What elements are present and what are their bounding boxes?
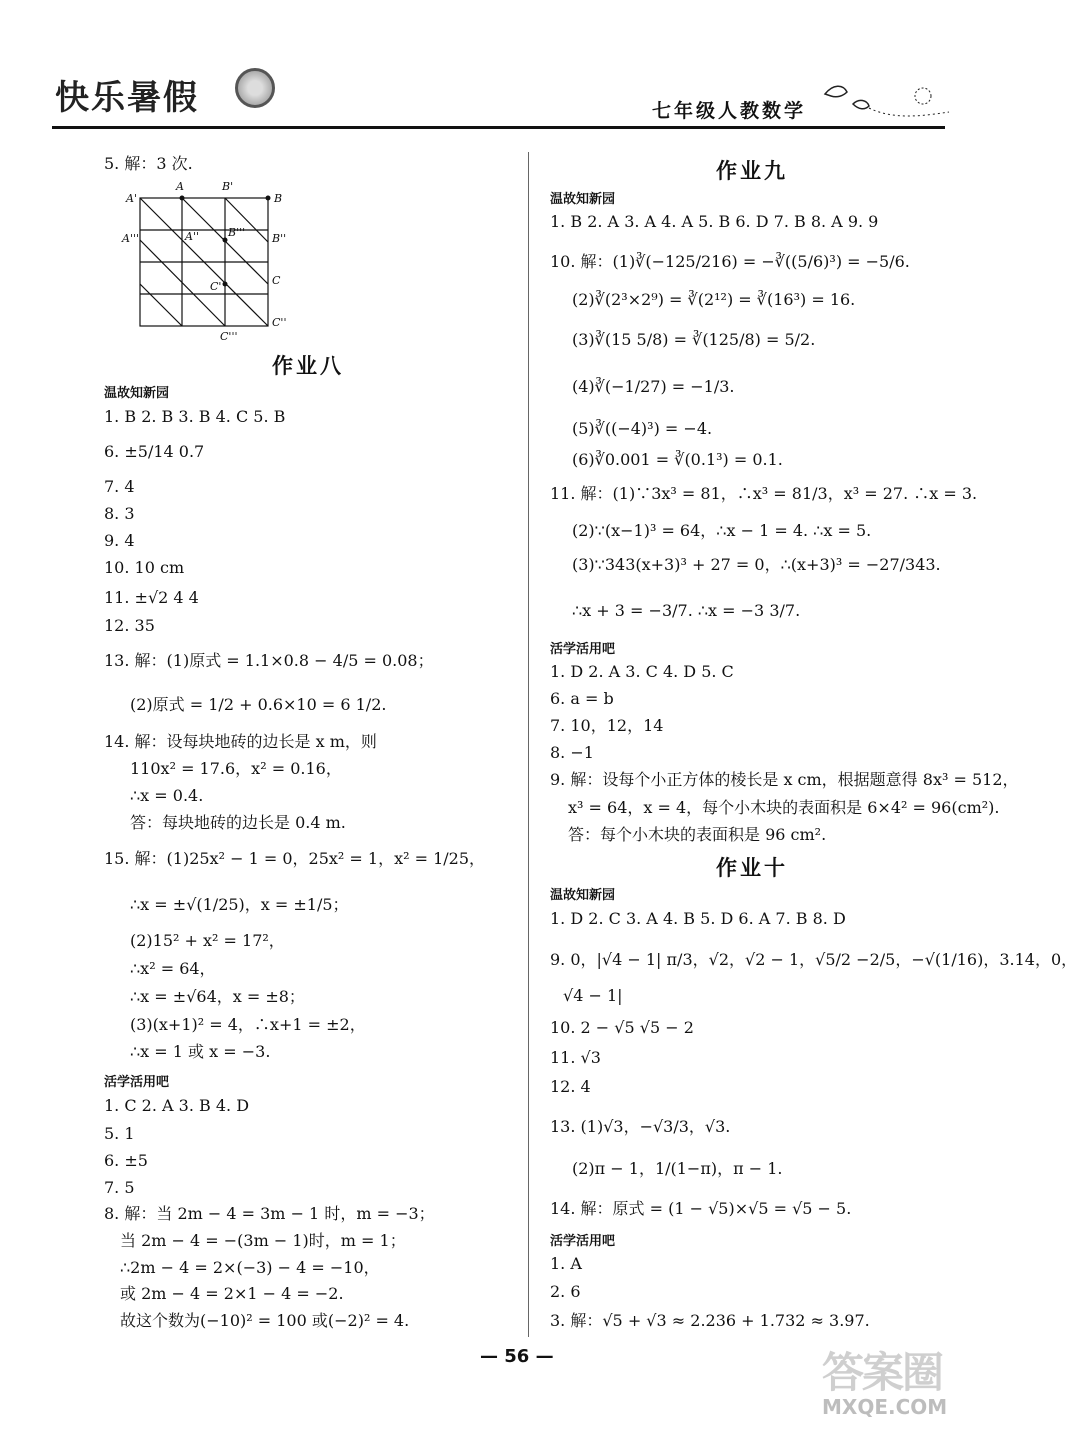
answer-line: 8. 解：当 2m − 4 = 3m − 1 时，m = −3； (104, 1204, 435, 1223)
answer-line: 8. 3 (104, 504, 135, 523)
answer-line: 7. 4 (104, 477, 135, 496)
answer-line: ∴x = ±√64，x = ±8； (130, 987, 305, 1006)
answer-line: 14. 解：原式 = (1 − √5)×√5 = √5 − 5. (550, 1199, 852, 1218)
answer-line: 1. C 2. A 3. B 4. D (104, 1096, 250, 1115)
answer-line: ∴2m − 4 = 2×(−3) − 4 = −10， (120, 1258, 380, 1277)
answer-line: (3)∵343(x+3)³ + 27 = 0，∴(x+3)³ = −27/343. (572, 555, 941, 574)
answer-line: (3)(x+1)² = 4，∴x+1 = ±2， (130, 1015, 366, 1034)
answer-line: 1. B 2. B 3. B 4. C 5. B (104, 407, 286, 426)
label-A-double: A'' (185, 230, 199, 243)
label-C: C (272, 274, 281, 287)
logo-text: 快乐暑假 (55, 78, 199, 118)
section-title: 作业九 (716, 159, 788, 183)
answer-line: 13. 解：(1)原式 = 1.1×0.8 − 4/5 = 0.08； (104, 651, 434, 670)
answer-line: ∴x² = 64， (130, 959, 216, 978)
sub-title: 温故知新园 (550, 192, 616, 207)
sub-title: 温故知新园 (104, 386, 170, 401)
label-C-prime: C' (210, 280, 222, 293)
answer-line: 13. (1)√3，−√3/3，√3. (550, 1117, 731, 1136)
label-B-double: B'' (272, 232, 287, 245)
label-A-triple: A''' (122, 232, 140, 245)
answer-line: 10. 2 − √5 √5 − 2 (550, 1018, 694, 1037)
answer-line: 答：每个小木块的表面积是 96 cm². (568, 825, 827, 844)
answer-line: 2. 6 (550, 1282, 581, 1301)
answer-line: 15. 解：(1)25x² − 1 = 0，25x² = 1，x² = 1/25， (104, 849, 486, 868)
answer-line: (2)∛(2³×2⁹) = ∛(2¹²) = ∛(16³) = 16. (572, 290, 856, 309)
answer-line: 9. 0，|√4 − 1| π/3，√2，√2 − 1，√5/2 −2/5，−√(1/16)，3.14，0， (550, 950, 1077, 969)
page-number: — 56 — (480, 1346, 554, 1367)
watermark (822, 1340, 992, 1430)
answer-line: ∴x = ±√(1/25)，x = ±1/5； (130, 895, 349, 914)
logo (55, 60, 315, 130)
answer-line: 11. 解：(1)∵3x³ = 81，∴x³ = 81/3，x³ = 27. ∴x = 3. (550, 484, 978, 503)
watermark-logo: 答案圈 (822, 1348, 943, 1397)
answer-line: 1. D 2. C 3. A 4. B 5. D 6. A 7. B 8. D (550, 909, 846, 928)
section-title: 作业八 (272, 354, 344, 378)
answer-line: 1. A (550, 1254, 582, 1273)
answer-line: 1. B 2. A 3. A 4. A 5. B 6. D 7. B 8. A 9. 9 (550, 212, 879, 231)
answer-line: 1. D 2. A 3. C 4. D 5. C (550, 662, 734, 681)
answer-line: x³ = 64，x = 4，每个小木块的表面积是 6×4² = 96(cm²). (568, 798, 1000, 817)
answer-line: 6. ±5 (104, 1151, 148, 1170)
answer-line: 11. √3 (550, 1048, 601, 1067)
answer-line: 7. 10，12，14 (550, 716, 664, 735)
answer-line: 14. 解：设每块地砖的边长是 x m，则 (104, 732, 377, 751)
answer-line: 10. 解：(1)∛(−125/216) = −∛((5/6)³) = −5/6. (550, 252, 910, 271)
answer-line: (2)原式 = 1/2 + 0.6×10 = 6 1/2. (130, 695, 387, 714)
answer-line: 当 2m − 4 = −(3m − 1)时，m = 1； (120, 1231, 406, 1250)
label-C-triple: C''' (220, 330, 238, 343)
answer-line: 答：每块地砖的边长是 0.4 m. (130, 813, 346, 832)
label-A-prime: A' (126, 192, 137, 205)
answer-line: ∴x = 0.4. (130, 786, 204, 805)
label-B-triple: B''' (228, 226, 246, 239)
answer-line: (4)∛(−1/27) = −1/3. (572, 377, 735, 396)
page-header (0, 0, 1000, 135)
answer-line: 6. a = b (550, 689, 614, 708)
answer-line: 11. ±√2 4 4 (104, 588, 199, 607)
answer-line: (2)∵(x−1)³ = 64，∴x − 1 = 4. ∴x = 5. (572, 521, 872, 540)
answer-line: (6)∛0.001 = ∛(0.1³) = 0.1. (572, 450, 783, 469)
grid-figure (110, 178, 305, 348)
answer-line: ∴x = 1 或 x = −3. (130, 1042, 271, 1061)
sun-icon (235, 68, 275, 108)
answer-line: 5. 1 (104, 1124, 135, 1143)
column-divider (528, 152, 529, 1337)
answer-line: 12. 4 (550, 1077, 591, 1096)
answer-line: √4 − 1| (563, 986, 623, 1005)
answer-line: 8. −1 (550, 743, 594, 762)
answer-line: 5. 解：3 次. (104, 154, 193, 173)
sub-title: 活学活用吧 (104, 1075, 170, 1090)
section-title: 作业十 (716, 856, 788, 880)
answer-line: (2)π − 1，1/(1−π)，π − 1. (572, 1159, 783, 1178)
answer-line: 9. 解：设每个小正方体的棱长是 x cm，根据题意得 8x³ = 512， (550, 770, 1019, 789)
watermark-url: MXQE.COM (822, 1395, 948, 1419)
answer-line: 12. 35 (104, 616, 155, 635)
answer-line: 故这个数为(−10)² = 100 或(−2)² = 4. (120, 1311, 410, 1330)
answer-line: (2)15² + x² = 17²， (130, 931, 285, 950)
answer-line: 7. 5 (104, 1178, 135, 1197)
label-C-double: C'' (272, 316, 287, 329)
sub-title: 温故知新园 (550, 888, 616, 903)
answer-line: 或 2m − 4 = 2×1 − 4 = −2. (120, 1284, 344, 1303)
header-rule (52, 126, 945, 129)
answer-line: 9. 4 (104, 531, 135, 550)
answer-line: 110x² = 17.6，x² = 0.16， (130, 759, 342, 778)
book-title: 七年级人教数学 (652, 100, 807, 122)
label-A: A (176, 180, 184, 193)
answer-line: (5)∛((−4)³) = −4. (572, 419, 713, 438)
label-B: B (274, 192, 283, 205)
sub-title: 活学活用吧 (550, 642, 616, 657)
answer-line: ∴x + 3 = −3/7. ∴x = −3 3/7. (572, 601, 801, 620)
answer-line: 10. 10 cm (104, 558, 185, 577)
label-B-prime: B' (222, 180, 234, 193)
bird-icon (823, 82, 953, 122)
answer-line: 6. ±5/14 0.7 (104, 442, 205, 461)
answer-line: (3)∛(15 5/8) = ∛(125/8) = 5/2. (572, 330, 816, 349)
sub-title: 活学活用吧 (550, 1234, 616, 1249)
answer-line: 3. 解：√5 + √3 ≈ 2.236 + 1.732 ≈ 3.97. (550, 1311, 870, 1330)
